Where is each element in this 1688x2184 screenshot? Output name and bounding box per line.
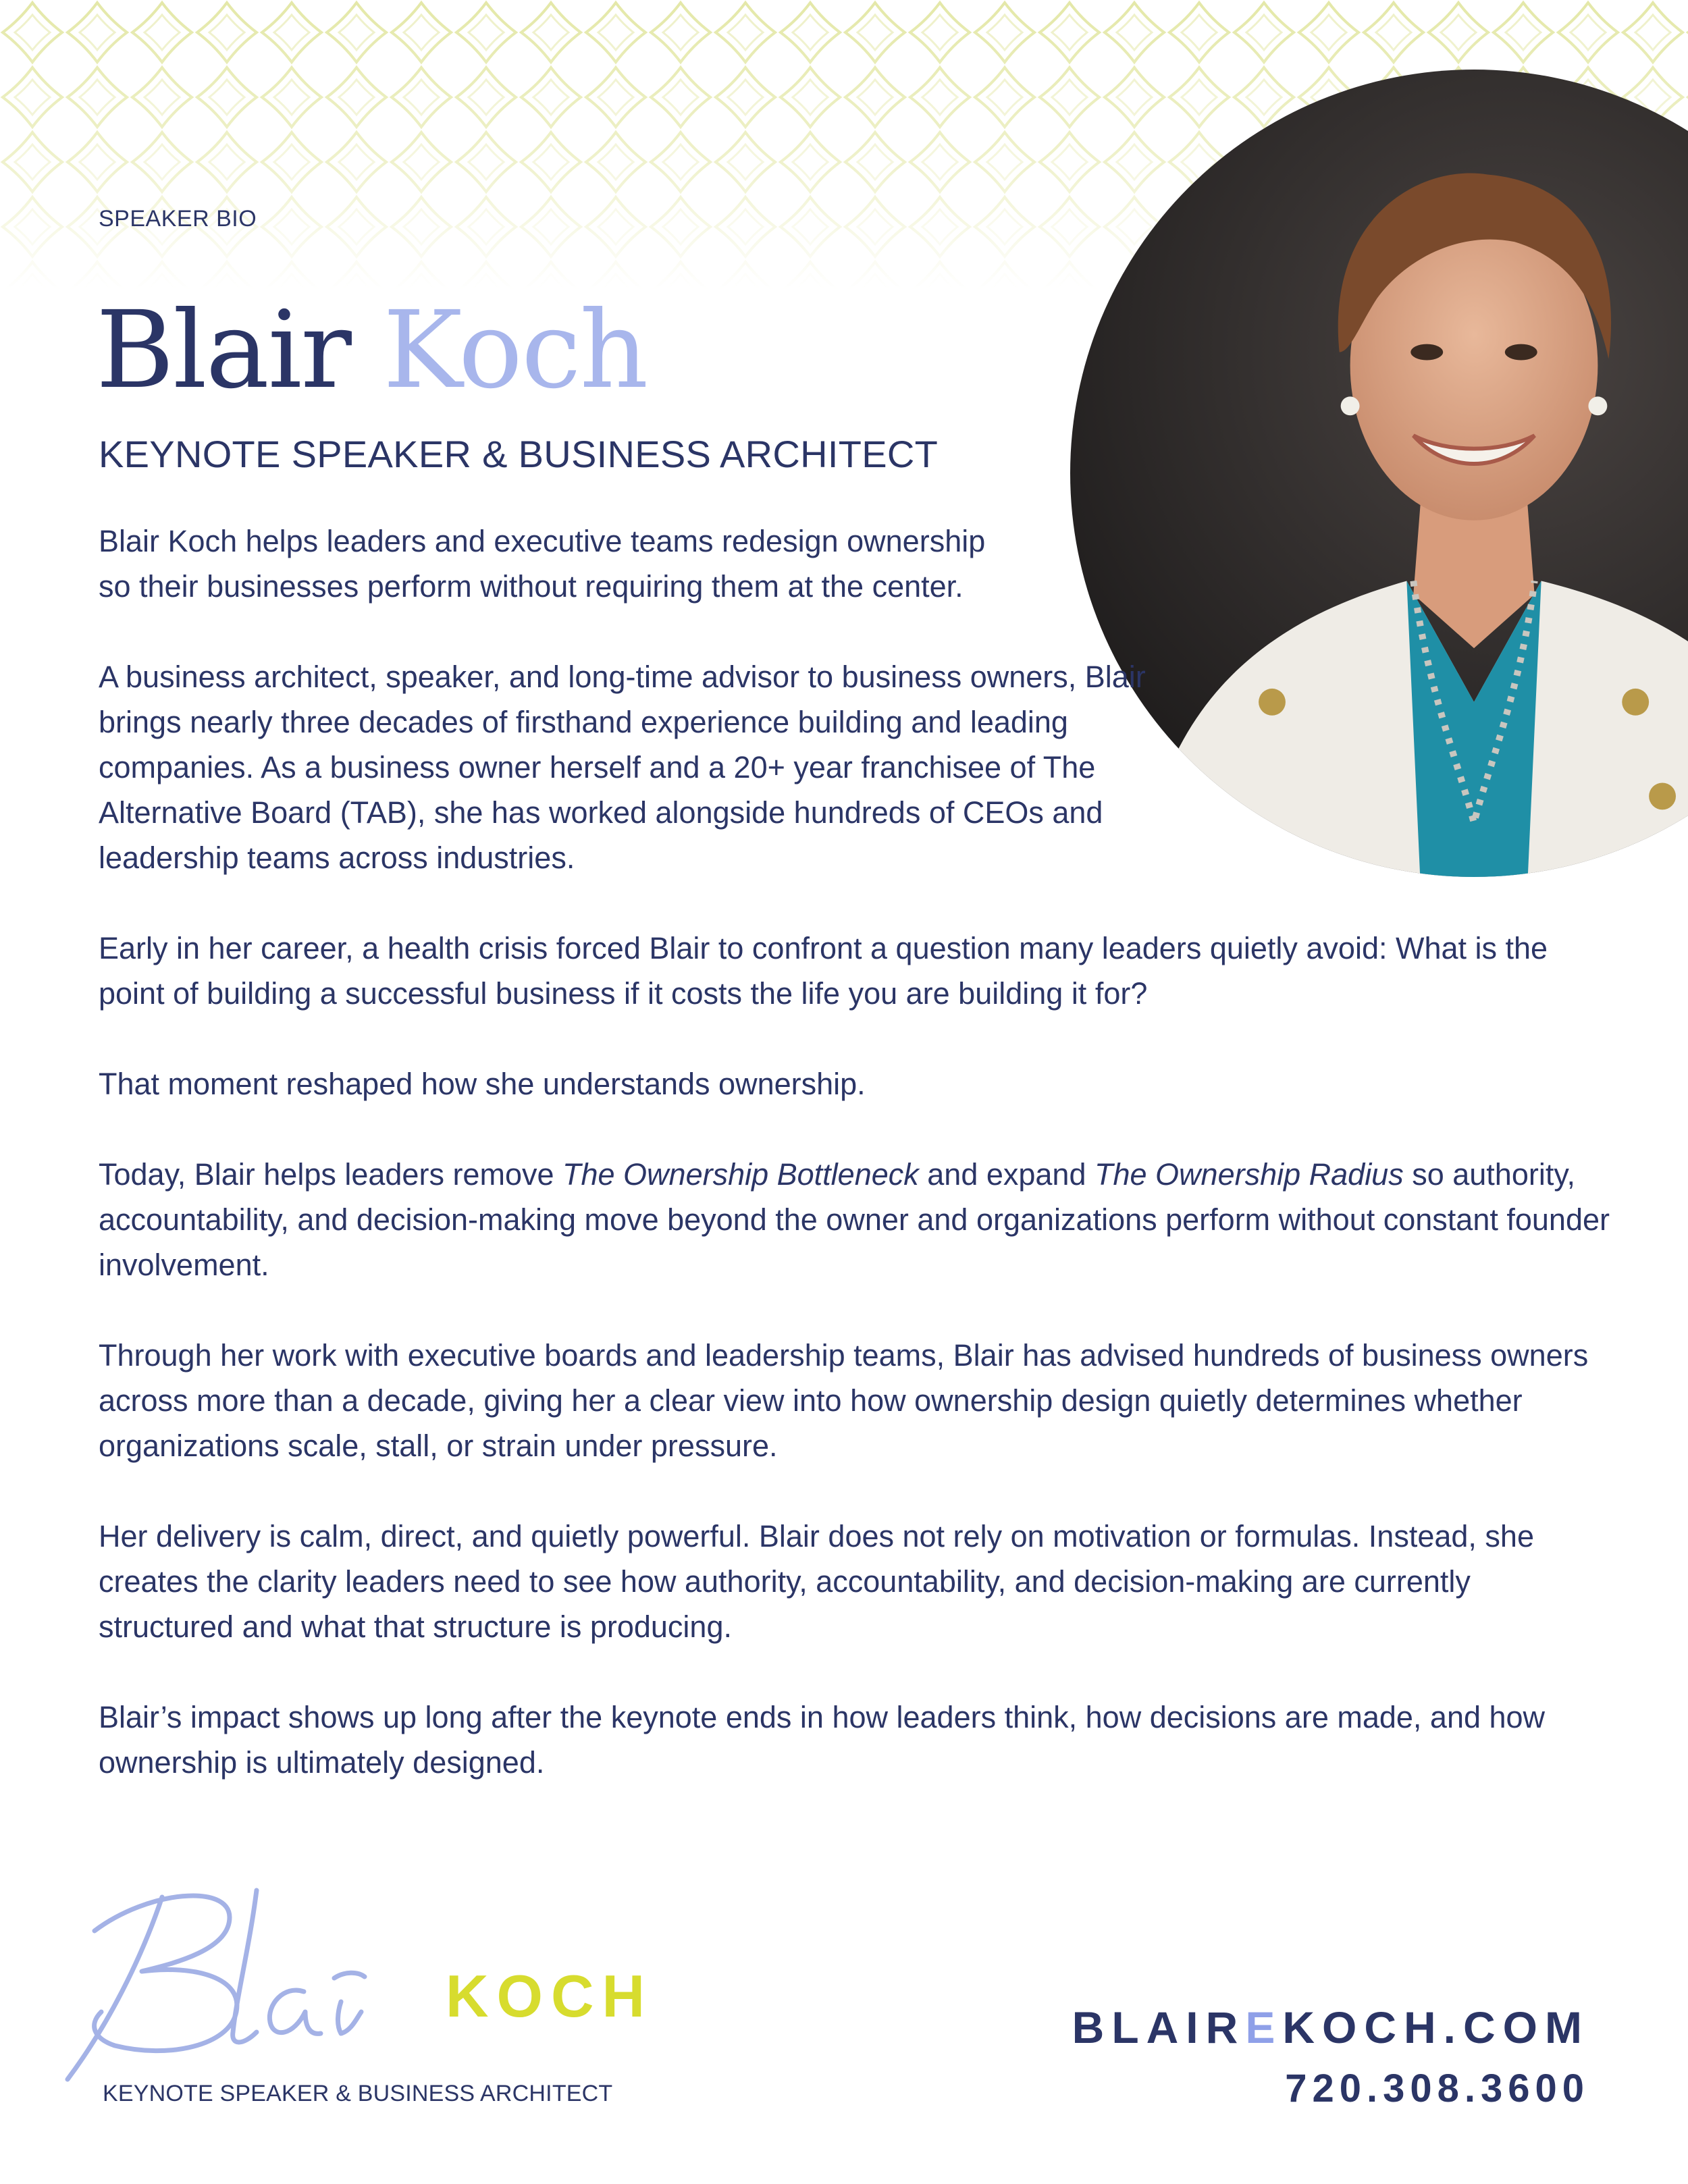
bio-paragraph-7: Her delivery is calm, direct, and quietly powerful. Blair does not rely on motivation or formulas. Instead, she creates the clarity leaders need to see how authority, accountability, and decision-making are currently structured and what that structure is producing. (99, 1519, 1534, 1644)
bio-paragraph-5-a: Today, Blair helps leaders remove (99, 1157, 562, 1192)
bio-paragraph-8: Blair’s impact shows up long after the keynote ends in how leaders think, how decisions are made, and how ownership is ultimately designed. (99, 1700, 1546, 1780)
speaker-subtitle: KEYNOTE SPEAKER & BUSINESS ARCHITECT (99, 433, 939, 475)
ownership-bottleneck-term: The Ownership Bottleneck (562, 1157, 919, 1192)
ownership-radius-term: The Ownership Radius (1094, 1157, 1404, 1192)
bio-paragraph-3: Early in her career, a health crisis forced Blair to confront a question many leaders quietly avoid: What is the point of building a successful business if it costs the life you are building it for? (99, 931, 1548, 1011)
bio-paragraph-6: Through her work with executive boards and leadership teams, Blair has advised hundreds of business owners across more than a decade, giving her a clear view into how ownership design quietly determines whether organizations scale, stall, or strain under pressure. (99, 1338, 1589, 1463)
bio-paragraph-5 (99, 1152, 1611, 1287)
bio-paragraph-1: Blair Koch helps leaders and executive teams redesign ownership so their businesses perform without requiring them at the center. (99, 524, 986, 604)
website-part-2: E (1245, 2002, 1283, 2052)
first-name: Blair (96, 288, 350, 412)
website-part-1: BLAIR (1072, 2002, 1246, 2052)
logo-koch-wordmark: KOCH (446, 1963, 654, 2029)
bio-paragraph-5-c: so authority, accountability, and decision-making move beyond the owner and organizations perform without constant founder involvement. (99, 1157, 1610, 1282)
bio-paragraph-4: That moment reshaped how she understands ownership. (99, 1067, 866, 1101)
speaker-bio-label: SPEAKER BIO (99, 206, 257, 232)
speaker-name (96, 288, 648, 412)
bio-body (99, 518, 1611, 1830)
website-link[interactable] (1072, 2002, 1589, 2053)
logo-tagline: KEYNOTE SPEAKER & BUSINESS ARCHITECT (103, 2081, 613, 2106)
last-name: Koch (383, 288, 648, 412)
bio-paragraph-5-b: and expand (918, 1157, 1094, 1192)
phone-number[interactable]: 720.308.3600 (1285, 2067, 1589, 2110)
bio-paragraph-2: A business architect, speaker, and long-time advisor to business owners, Blair brings nearly three decades of firsthand experience building and leading companies. As a business owner herself and a 20+ year franchisee of The Alternative Board (TAB), she has worked alongside hundreds of CEOs and leadership teams across industries. (99, 660, 1146, 875)
blair-signature-logo (54, 1877, 486, 2086)
website-part-3: KOCH.COM (1282, 2002, 1589, 2052)
